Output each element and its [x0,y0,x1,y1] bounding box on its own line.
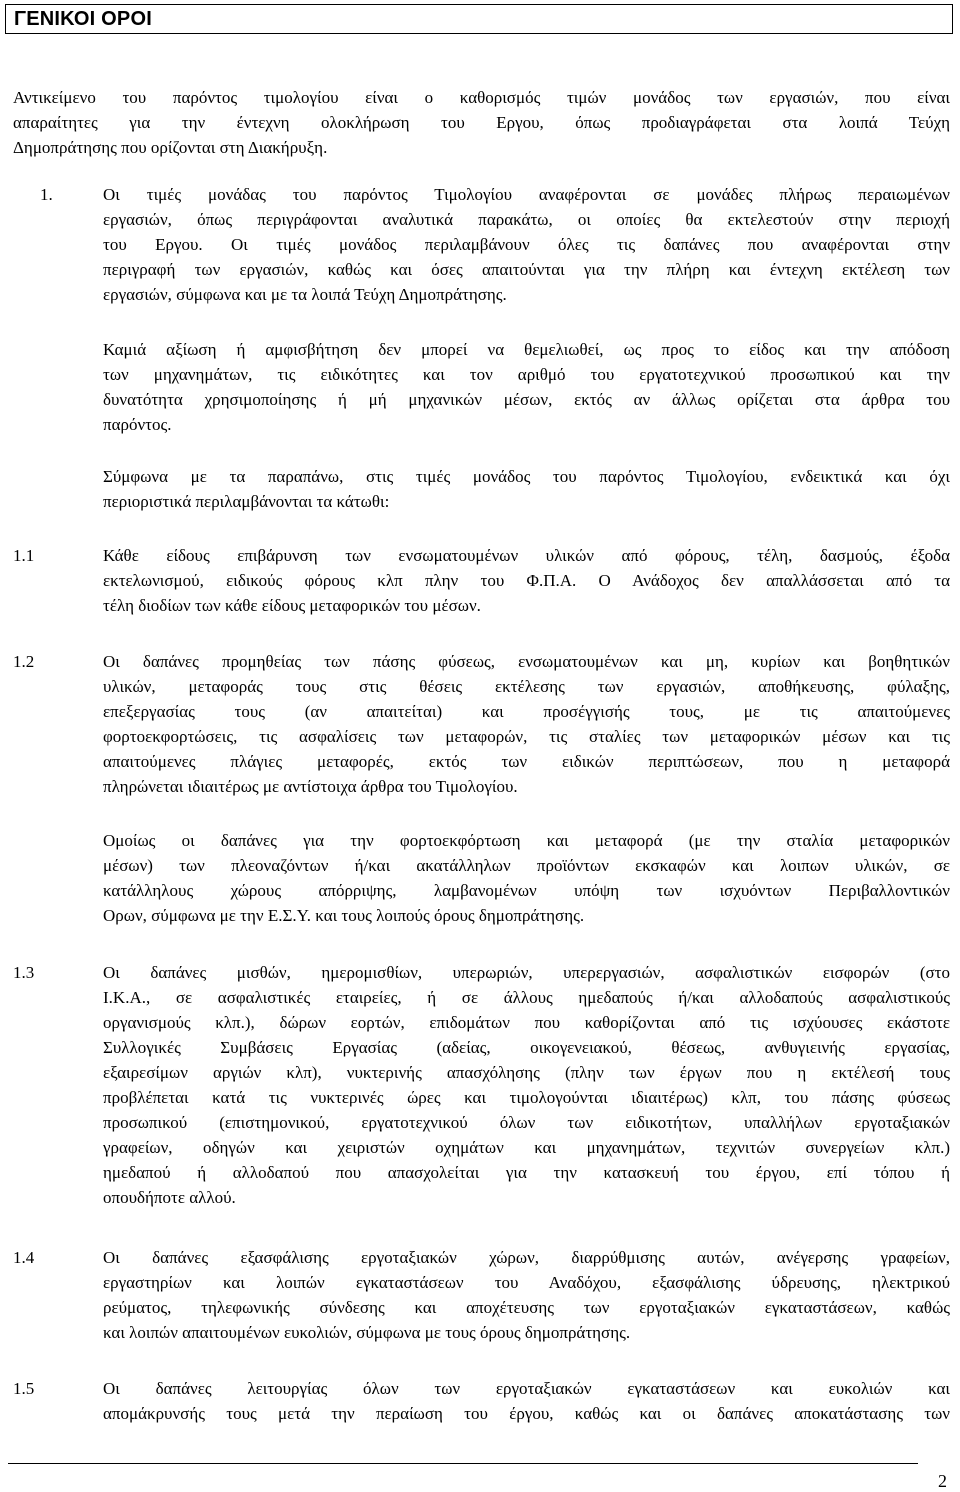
section-number: 1. [40,185,53,204]
intro-line: Αντικείμενο του παρόντος τιμολογίου είναι ο καθορισμός τιμών μονάδος των εργασιών, που είναι [13,88,950,107]
item-line: Οι δαπάνες λειτουργίας όλων των εργοταξιακών εγκαταστάσεων και ευκολιών και [103,1379,950,1398]
intro-line: Δημοπράτησης που ορίζονται στη Διακήρυξη. [13,138,328,157]
item-number: 1.1 [13,546,35,565]
item-line: Συλλογικές Συμβάσεις Εργασίας (αδείας, οικογενειακού, θέσεως, ανθυγιεινής εργασίας, [103,1038,950,1057]
page-number: 2 [938,1471,947,1491]
item-line: Οι δαπάνες μισθών, ημερομισθίων, υπερωριών, υπερεργασιών, ασφαλιστικών εισφορών (στο [103,963,950,982]
item-line: οπουδήποτε αλλού. [103,1188,236,1207]
item-line: και λοιπών απαιτουμένων ευκολιών, σύμφωνα με τους όρους δημοπράτησης. [103,1323,631,1342]
item-line: γραφείων, οδηγών και χειριστών οχημάτων και μηχανημάτων, τεχνιτών συνεργείων κλπ.) [103,1138,950,1157]
paragraph-line: των μηχανημάτων, τις ειδικότητες και τον αριθμό του εργατοτεχνικού προσωπικού και την [103,365,950,384]
item-line: εξαιρεσίμων αργιών κλπ), νυκτερινής απασχόλησης (πλην των έργων που η εκτέλεσή τους [103,1063,950,1082]
item-line: Κάθε είδους επιβάρυνση των ενσωματουμένων υλικών από φόρους, τέλη, δασμούς, έξοδα [103,546,950,565]
section-line: του Εργου. Οι τιμές μονάδος περιλαμβάνουν όλες τις δαπάνες που αναφέρονται στην [103,235,950,254]
item-line: μέσων) των πλεοναζόντων ή/και ακατάλληλων προϊόντων εκσκαφών και λοιπων υλικών, σε [103,856,950,875]
item-line: ημεδαπού ή αλλοδαπού που απασχολείται για την κατασκευή του έργου, επί τόπου ή [103,1163,950,1182]
section-line: περιγραφή των εργασιών, καθώς και όσες απαιτούνται για την πλήρη και έντεχνη εκτέλεση των [103,260,950,279]
item-line: υλικών, μεταφοράς τους στις θέσεις εκτέλεσης των εργασιών, αποθήκευσης, φύλαξης, [103,677,950,696]
item-line: ρεύματος, τηλεφωνικής σύνδεσης και αποχέτευσης των εργοταξιακών εγκαταστάσεων, καθώς [103,1298,950,1317]
item-line: Ι.Κ.Α., σε ασφαλιστικές εταιρείες, ή σε άλλους ημεδαπούς ή/και αλλοδαπούς ασφαλιστικούς [103,988,950,1007]
item-line: εργαστηρίων και λοιπών εγκαταστάσεων του Αναδόχου, εξασφάλισης ύδρευσης, ηλεκτρικού [103,1273,950,1292]
paragraph-line: Καμιά αξίωση ή αμφισβήτηση δεν μπορεί να θεμελιωθεί, ως προς το είδος και την απόδοση [103,340,950,359]
paragraph-line: παρόντος. [103,415,172,434]
item-number: 1.3 [13,963,35,982]
intro-line: απαραίτητες για την έντεχνη ολοκλήρωση του Εργου, όπως προδιαγράφεται στα λοιπά Τεύχη [13,113,950,132]
item-line: απαιτούμενες πλάγιες μεταφορές, εκτός των ειδικών περιπτώσεων, που η μεταφορά [103,752,950,771]
item-line: Οι δαπάνες εξασφάλισης εργοταξιακών χώρων, διαρρύθμισης αυτών, ανέγερσης γραφείων, [103,1248,950,1267]
item-line: Ορων, σύμφωνα με την Ε.Σ.Υ. και τους λοιπούς όρους δημοπράτησης. [103,906,585,925]
item-line: πληρώνεται ιδιαιτέρως με αντίστοιχα άρθρα του Τιμολογίου. [103,777,518,796]
paragraph-line: Σύμφωνα με τα παραπάνω, στις τιμές μονάδος του παρόντος Τιμολογίου, ενδεικτικά και όχι [103,467,950,486]
item-number: 1.5 [13,1379,35,1398]
item-line: προσωπικού (επιστημονικού, εργατοτεχνικού όλων των ειδικοτήτων, υπαλλήλων εργοταξιακών [103,1113,950,1132]
item-line: εκτελωνισμού, ειδικούς φόρους κλπ πλην του Φ.Π.Α. Ο Ανάδοχος δεν απαλλάσσεται από τα [103,571,950,590]
item-line: απομάκρυνσής τους μετά την περαίωση του έργου, καθώς και οι δαπάνες αποκατάστασης των [103,1404,950,1423]
item-line: Οι δαπάνες προμηθείας των πάσης φύσεως, ενσωματουμένων και μη, κυρίων και βοηθητικών [103,652,950,671]
item-line: φορτοεκφορτώσεις, τις ασφαλίσεις των μεταφορών, τις σταλίες των μεταφορικών μέσων και τις [103,727,950,746]
footer-divider [8,1463,918,1464]
item-line: οργανισμούς κλπ.), δώρων εορτών, επιδομάτων που καθορίζονται από τις ισχύουσες εκάστοτε [103,1013,950,1032]
item-line: τέλη διοδίων των κάθε είδους μεταφορικών του μέσων. [103,596,481,615]
section-line: Οι τιμές μονάδας του παρόντος Τιμολογίου αναφέρονται σε μονάδες πλήρως περαιωμένων [103,185,950,204]
page-title: ΓΕΝΙΚΟΙ ΟΡΟΙ [14,8,152,30]
section-line: εργασιών, σύμφωνα και με τα λοιπά Τεύχη Δημοπράτησης. [103,285,507,304]
item-line: κατάλληλους χώρους απόρριψης, λαμβανομένων υπόψη των ισχυόντων Περιβαλλοντικών [103,881,950,900]
paragraph-line: δυνατότητα χρησιμοποίησης ή μή μηχανικών μέσων, εκτός αν άλλως ορίζεται στα άρθρα του [103,390,950,409]
item-line: Ομοίως οι δαπάνες για την φορτοεκφόρτωση και μεταφορά (με την σταλία μεταφορικών [103,831,950,850]
paragraph-line: περιοριστικά περιλαμβάνονται τα κάτωθι: [103,492,390,511]
section-line: εργασιών, όπως περιγράφονται αναλυτικά παρακάτω, οι οποίες θα εκτελεστούν στην περιοχή [103,210,950,229]
item-number: 1.4 [13,1248,35,1267]
title-box [5,4,953,34]
item-number: 1.2 [13,652,35,671]
item-line: επεξεργασίας τους (αν απαιτείται) και προσέγγισής τους, με τις απαιτούμενες [103,702,950,721]
item-line: προβλέπεται κατά τις νυκτερινές ώρες και τιμολογούνται ιδιαιτέρως) κλπ, του πάσης φύσεως [103,1088,950,1107]
